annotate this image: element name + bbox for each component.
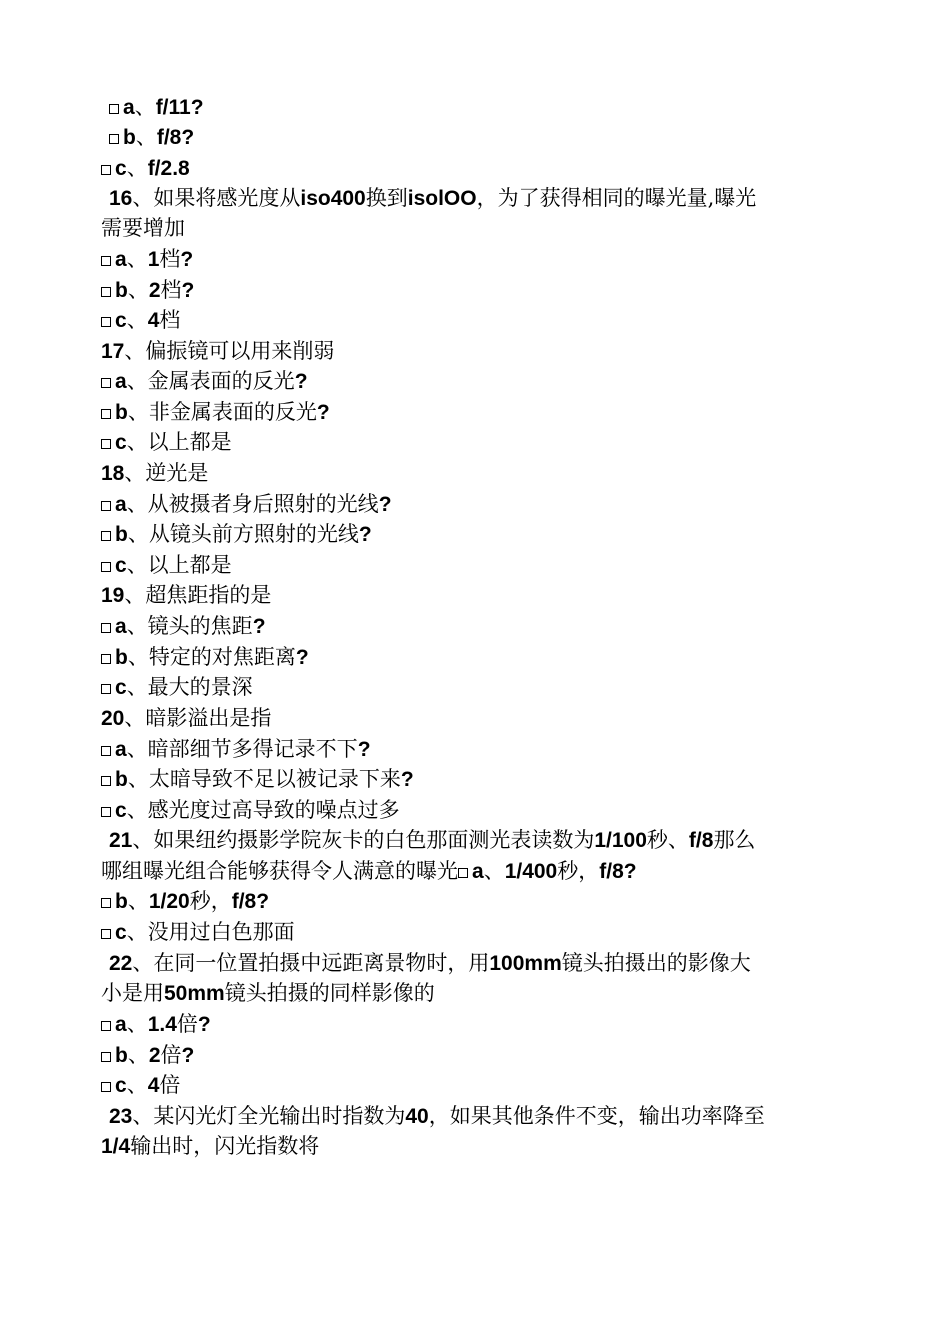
text-segment: ? (357, 738, 371, 761)
text-line (0, 1009, 950, 1039)
text-segment: 需要增加 (101, 216, 185, 240)
text-segment: 哪组曝光组合能够获得令人满意的曝光 (101, 859, 458, 883)
text-segment: 档 (159, 247, 181, 271)
text-segment: b (123, 126, 136, 149)
text-segment: 、 (134, 95, 156, 119)
text-segment: 、 (127, 1043, 149, 1067)
checkbox-icon (101, 776, 111, 786)
text-segment: 、金属表面的反光 (126, 369, 295, 393)
checkbox-icon (101, 1021, 111, 1031)
text-segment: 倍 (159, 1073, 181, 1097)
text-segment: 1/20 (148, 890, 190, 913)
text-line (0, 366, 950, 396)
text-segment: 镜头拍摄的同样影像的 (224, 981, 435, 1005)
text-line (0, 1070, 950, 1100)
text-segment: c (115, 309, 127, 332)
text-line (0, 213, 950, 243)
checkbox-icon (101, 562, 111, 572)
text-segment: 、暗部细节多得记录不下 (126, 737, 358, 761)
text-segment: c (115, 157, 127, 180)
checkbox-icon (101, 501, 111, 511)
text-line (0, 458, 950, 488)
text-segment: 50mm (164, 982, 225, 1005)
text-segment: 23 (109, 1105, 133, 1128)
text-segment: a (115, 1013, 127, 1036)
checkbox-icon (101, 256, 111, 266)
checkbox-icon (101, 1052, 111, 1062)
text-segment: 那么 (713, 828, 756, 852)
checkbox-icon (101, 165, 111, 175)
text-segment: c (115, 799, 127, 822)
checkbox-icon (109, 104, 119, 114)
text-line (0, 183, 950, 213)
text-segment: 18 (101, 462, 125, 485)
checkbox-icon (101, 1082, 111, 1092)
text-segment: b (115, 1044, 128, 1067)
text-line (0, 580, 950, 610)
text-line (0, 336, 950, 366)
text-segment: 1 (147, 248, 160, 271)
text-segment: ? (294, 370, 308, 393)
text-segment: 换到 (365, 186, 408, 210)
text-segment: 、太暗导致不足以被记录下来 (127, 767, 401, 791)
text-line (0, 427, 950, 457)
text-segment: c (115, 554, 127, 577)
text-segment: ? (378, 493, 392, 516)
checkbox-icon (101, 317, 111, 327)
text-line (0, 1131, 950, 1161)
text-segment: 、在同一位置拍摄中远距离景物时，用 (132, 951, 490, 975)
text-segment: 16 (109, 187, 133, 210)
text-segment: f/8? (599, 860, 637, 883)
checkbox-icon (101, 378, 111, 388)
text-segment: 、特定的对焦距离 (127, 645, 296, 669)
text-segment: c (115, 676, 127, 699)
text-segment: 、非金属表面的反光 (127, 400, 317, 424)
text-line (0, 611, 950, 641)
text-segment: 4 (147, 1074, 160, 1097)
text-segment: isolOO (407, 187, 477, 210)
text-line (0, 978, 950, 1008)
text-line (0, 734, 950, 764)
text-segment: 1/100 (594, 829, 647, 852)
text-segment: 、如果纽约摄影学院灰卡的白色那面测光表读数为 (132, 828, 595, 852)
text-line (0, 764, 950, 794)
text-line (0, 489, 950, 519)
text-segment: ? (181, 279, 195, 302)
text-segment: 1/4 (101, 1135, 131, 1158)
text-segment: 输出时，闪光指数将 (130, 1134, 320, 1158)
text-line (0, 672, 950, 702)
text-segment: 、以上都是 (126, 553, 232, 577)
text-segment: 镜头拍摄出的影像大 (561, 951, 751, 975)
text-segment: 19 (101, 584, 125, 607)
text-segment: f/8? (231, 890, 270, 913)
text-segment: 、暗影溢出是指 (124, 706, 272, 730)
text-segment: a (115, 738, 127, 761)
text-segment: 、超焦距指的是 (124, 583, 272, 607)
text-segment: ? (400, 768, 414, 791)
text-line (0, 275, 950, 305)
text-segment: iso400 (300, 187, 366, 210)
text-segment: 秒， (189, 889, 232, 913)
text-segment: a (115, 248, 127, 271)
text-segment: 、 (135, 125, 157, 149)
text-segment: f/8 (688, 829, 714, 852)
checkbox-icon (101, 807, 111, 817)
text-segment: 、 (126, 1012, 148, 1036)
text-segment: 100mm (489, 952, 562, 975)
text-segment: 、以上都是 (126, 430, 232, 454)
text-line (0, 550, 950, 580)
text-segment: 、镜头的焦距 (126, 614, 253, 638)
text-line (0, 856, 950, 886)
checkbox-icon (101, 684, 111, 694)
checkbox-icon (101, 531, 111, 541)
text-segment: 、偏振镜可以用来削弱 (124, 339, 335, 363)
text-segment: c (115, 921, 127, 944)
text-segment: 、 (126, 156, 148, 180)
text-segment: c (115, 431, 127, 454)
text-segment: 档 (159, 308, 181, 332)
text-segment: ? (180, 248, 194, 271)
text-segment: f/2.8 (147, 157, 190, 180)
text-line (0, 519, 950, 549)
text-segment: ? (316, 401, 330, 424)
text-segment: 20 (101, 707, 125, 730)
text-segment: b (115, 646, 128, 669)
text-line (0, 122, 950, 152)
text-line (0, 795, 950, 825)
text-line (0, 703, 950, 733)
text-segment: 秒， (557, 859, 600, 883)
text-segment: 22 (109, 952, 133, 975)
text-segment: 2 (148, 1044, 161, 1067)
text-line (0, 397, 950, 427)
text-segment: ? (181, 1044, 195, 1067)
checkbox-icon (101, 654, 111, 664)
checkbox-icon (101, 439, 111, 449)
text-line (0, 244, 950, 274)
checkbox-icon (101, 409, 111, 419)
text-segment: ? (197, 1013, 211, 1036)
text-line (0, 1040, 950, 1070)
text-segment: 、感光度过高导致的噪点过多 (126, 798, 400, 822)
text-segment: 、如果将感光度从 (132, 186, 301, 210)
text-segment: 秒、 (646, 828, 689, 852)
text-segment: 、 (126, 308, 148, 332)
text-line (0, 825, 950, 855)
text-segment: a (472, 860, 484, 883)
text-segment: ，如果其他条件不变，输出功率降至 (428, 1104, 765, 1128)
text-segment: 21 (109, 829, 133, 852)
text-segment: 档 (160, 278, 182, 302)
text-segment: 、 (126, 1073, 148, 1097)
text-segment: 、 (127, 889, 149, 913)
checkbox-icon (101, 898, 111, 908)
text-line (0, 92, 950, 122)
text-line (0, 1101, 950, 1131)
text-segment: 、从镜头前方照射的光线 (127, 522, 359, 546)
text-segment: ? (358, 523, 372, 546)
text-line (0, 642, 950, 672)
text-line (0, 305, 950, 335)
text-segment: ，为了获得相同的曝光量,曝光 (476, 186, 757, 210)
text-segment: f/11? (155, 96, 204, 119)
text-segment: c (115, 1074, 127, 1097)
checkbox-icon (458, 868, 468, 878)
text-segment: 、从被摄者身后照射的光线 (126, 492, 379, 516)
text-segment: a (123, 96, 135, 119)
text-line (0, 153, 950, 183)
text-segment: ? (252, 615, 266, 638)
checkbox-icon (109, 134, 119, 144)
text-segment: b (115, 890, 128, 913)
text-segment: ? (295, 646, 309, 669)
text-segment: 、 (126, 247, 148, 271)
text-segment: 、逆光是 (124, 461, 209, 485)
text-segment: 、 (483, 859, 505, 883)
text-line (0, 917, 950, 947)
text-segment: 、 (127, 278, 149, 302)
text-segment: f/8? (156, 126, 195, 149)
text-segment: 、最大的景深 (126, 675, 253, 699)
text-segment: b (115, 279, 128, 302)
text-segment: 40 (405, 1105, 429, 1128)
text-segment: b (115, 401, 128, 424)
checkbox-icon (101, 929, 111, 939)
text-segment: 、某闪光灯全光输出时指数为 (132, 1104, 406, 1128)
text-segment: 1.4 (147, 1013, 177, 1036)
text-segment: 4 (147, 309, 160, 332)
checkbox-icon (101, 746, 111, 756)
text-segment: b (115, 523, 128, 546)
text-line (0, 886, 950, 916)
text-segment: 、没用过白色那面 (126, 920, 295, 944)
text-segment: 倍 (160, 1043, 182, 1067)
checkbox-icon (101, 287, 111, 297)
text-segment: 小是用 (101, 981, 164, 1005)
text-segment: a (115, 615, 127, 638)
text-segment: 倍 (176, 1012, 198, 1036)
text-line (0, 948, 950, 978)
text-segment: a (115, 370, 127, 393)
text-segment: 2 (148, 279, 161, 302)
text-segment: 17 (101, 340, 125, 363)
text-segment: b (115, 768, 128, 791)
text-segment: 1/400 (504, 860, 558, 883)
text-segment: a (115, 493, 127, 516)
checkbox-icon (101, 623, 111, 633)
